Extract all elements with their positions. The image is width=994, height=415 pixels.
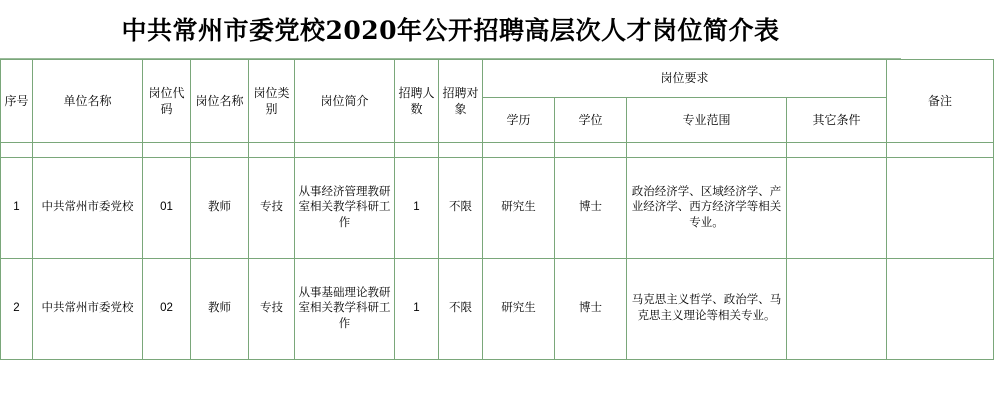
header-requirements-group: 岗位要求 bbox=[483, 60, 887, 98]
cell-recruit-target: 不限 bbox=[439, 158, 483, 259]
cell-education: 研究生 bbox=[483, 259, 555, 360]
cell-other-conditions bbox=[787, 259, 887, 360]
table-row bbox=[1, 259, 994, 360]
header-recruit-count: 招聘人数 bbox=[395, 60, 439, 143]
cell-job-code: 02 bbox=[143, 259, 191, 360]
cell-education: 研究生 bbox=[483, 158, 555, 259]
cell-job-type: 专技 bbox=[249, 259, 295, 360]
header-major-scope: 专业范围 bbox=[627, 98, 787, 143]
document-title-bar bbox=[0, 0, 901, 59]
spacer-cell bbox=[33, 143, 143, 158]
spacer-cell bbox=[249, 143, 295, 158]
cell-job-name: 教师 bbox=[191, 259, 249, 360]
table-spacer-row bbox=[1, 143, 994, 158]
table-header-row-1 bbox=[1, 60, 994, 98]
cell-remarks bbox=[887, 259, 994, 360]
header-education: 学历 bbox=[483, 98, 555, 143]
spacer-cell bbox=[627, 143, 787, 158]
header-job-name: 岗位名称 bbox=[191, 60, 249, 143]
cell-job-type: 专技 bbox=[249, 158, 295, 259]
header-job-code: 岗位代码 bbox=[143, 60, 191, 143]
cell-unit: 中共常州市委党校 bbox=[33, 259, 143, 360]
job-positions-table bbox=[0, 59, 994, 360]
cell-serial: 2 bbox=[1, 259, 33, 360]
cell-other-conditions bbox=[787, 158, 887, 259]
page-title: 中共常州市委党校2020年公开招聘高层次人才岗位简介表 bbox=[121, 16, 780, 45]
cell-job-intro: 从事经济管理教研室相关教学科研工作 bbox=[295, 158, 395, 259]
spacer-cell bbox=[555, 143, 627, 158]
header-degree: 学位 bbox=[555, 98, 627, 143]
cell-major-scope: 马克思主义哲学、政治学、马克思主义理论等相关专业。 bbox=[627, 259, 787, 360]
header-remarks: 备注 bbox=[887, 60, 994, 143]
cell-recruit-count: 1 bbox=[395, 158, 439, 259]
cell-degree: 博士 bbox=[555, 158, 627, 259]
cell-remarks bbox=[887, 158, 994, 259]
cell-recruit-target: 不限 bbox=[439, 259, 483, 360]
cell-unit: 中共常州市委党校 bbox=[33, 158, 143, 259]
header-recruit-target: 招聘对象 bbox=[439, 60, 483, 143]
spacer-cell bbox=[887, 143, 994, 158]
table-row bbox=[1, 158, 994, 259]
spacer-cell bbox=[191, 143, 249, 158]
cell-serial: 1 bbox=[1, 158, 33, 259]
header-serial: 序号 bbox=[1, 60, 33, 143]
spacer-cell bbox=[395, 143, 439, 158]
spacer-cell bbox=[295, 143, 395, 158]
cell-job-intro: 从事基础理论教研室相关教学科研工作 bbox=[295, 259, 395, 360]
cell-major-scope: 政治经济学、区域经济学、产业经济学、西方经济学等相关专业。 bbox=[627, 158, 787, 259]
header-other-conditions: 其它条件 bbox=[787, 98, 887, 143]
cell-recruit-count: 1 bbox=[395, 259, 439, 360]
cell-degree: 博士 bbox=[555, 259, 627, 360]
header-job-type: 岗位类别 bbox=[249, 60, 295, 143]
spacer-cell bbox=[439, 143, 483, 158]
spacer-cell bbox=[143, 143, 191, 158]
cell-job-name: 教师 bbox=[191, 158, 249, 259]
spacer-cell bbox=[483, 143, 555, 158]
cell-job-code: 01 bbox=[143, 158, 191, 259]
header-unit: 单位名称 bbox=[33, 60, 143, 143]
header-job-intro: 岗位简介 bbox=[295, 60, 395, 143]
spacer-cell bbox=[787, 143, 887, 158]
spacer-cell bbox=[1, 143, 33, 158]
